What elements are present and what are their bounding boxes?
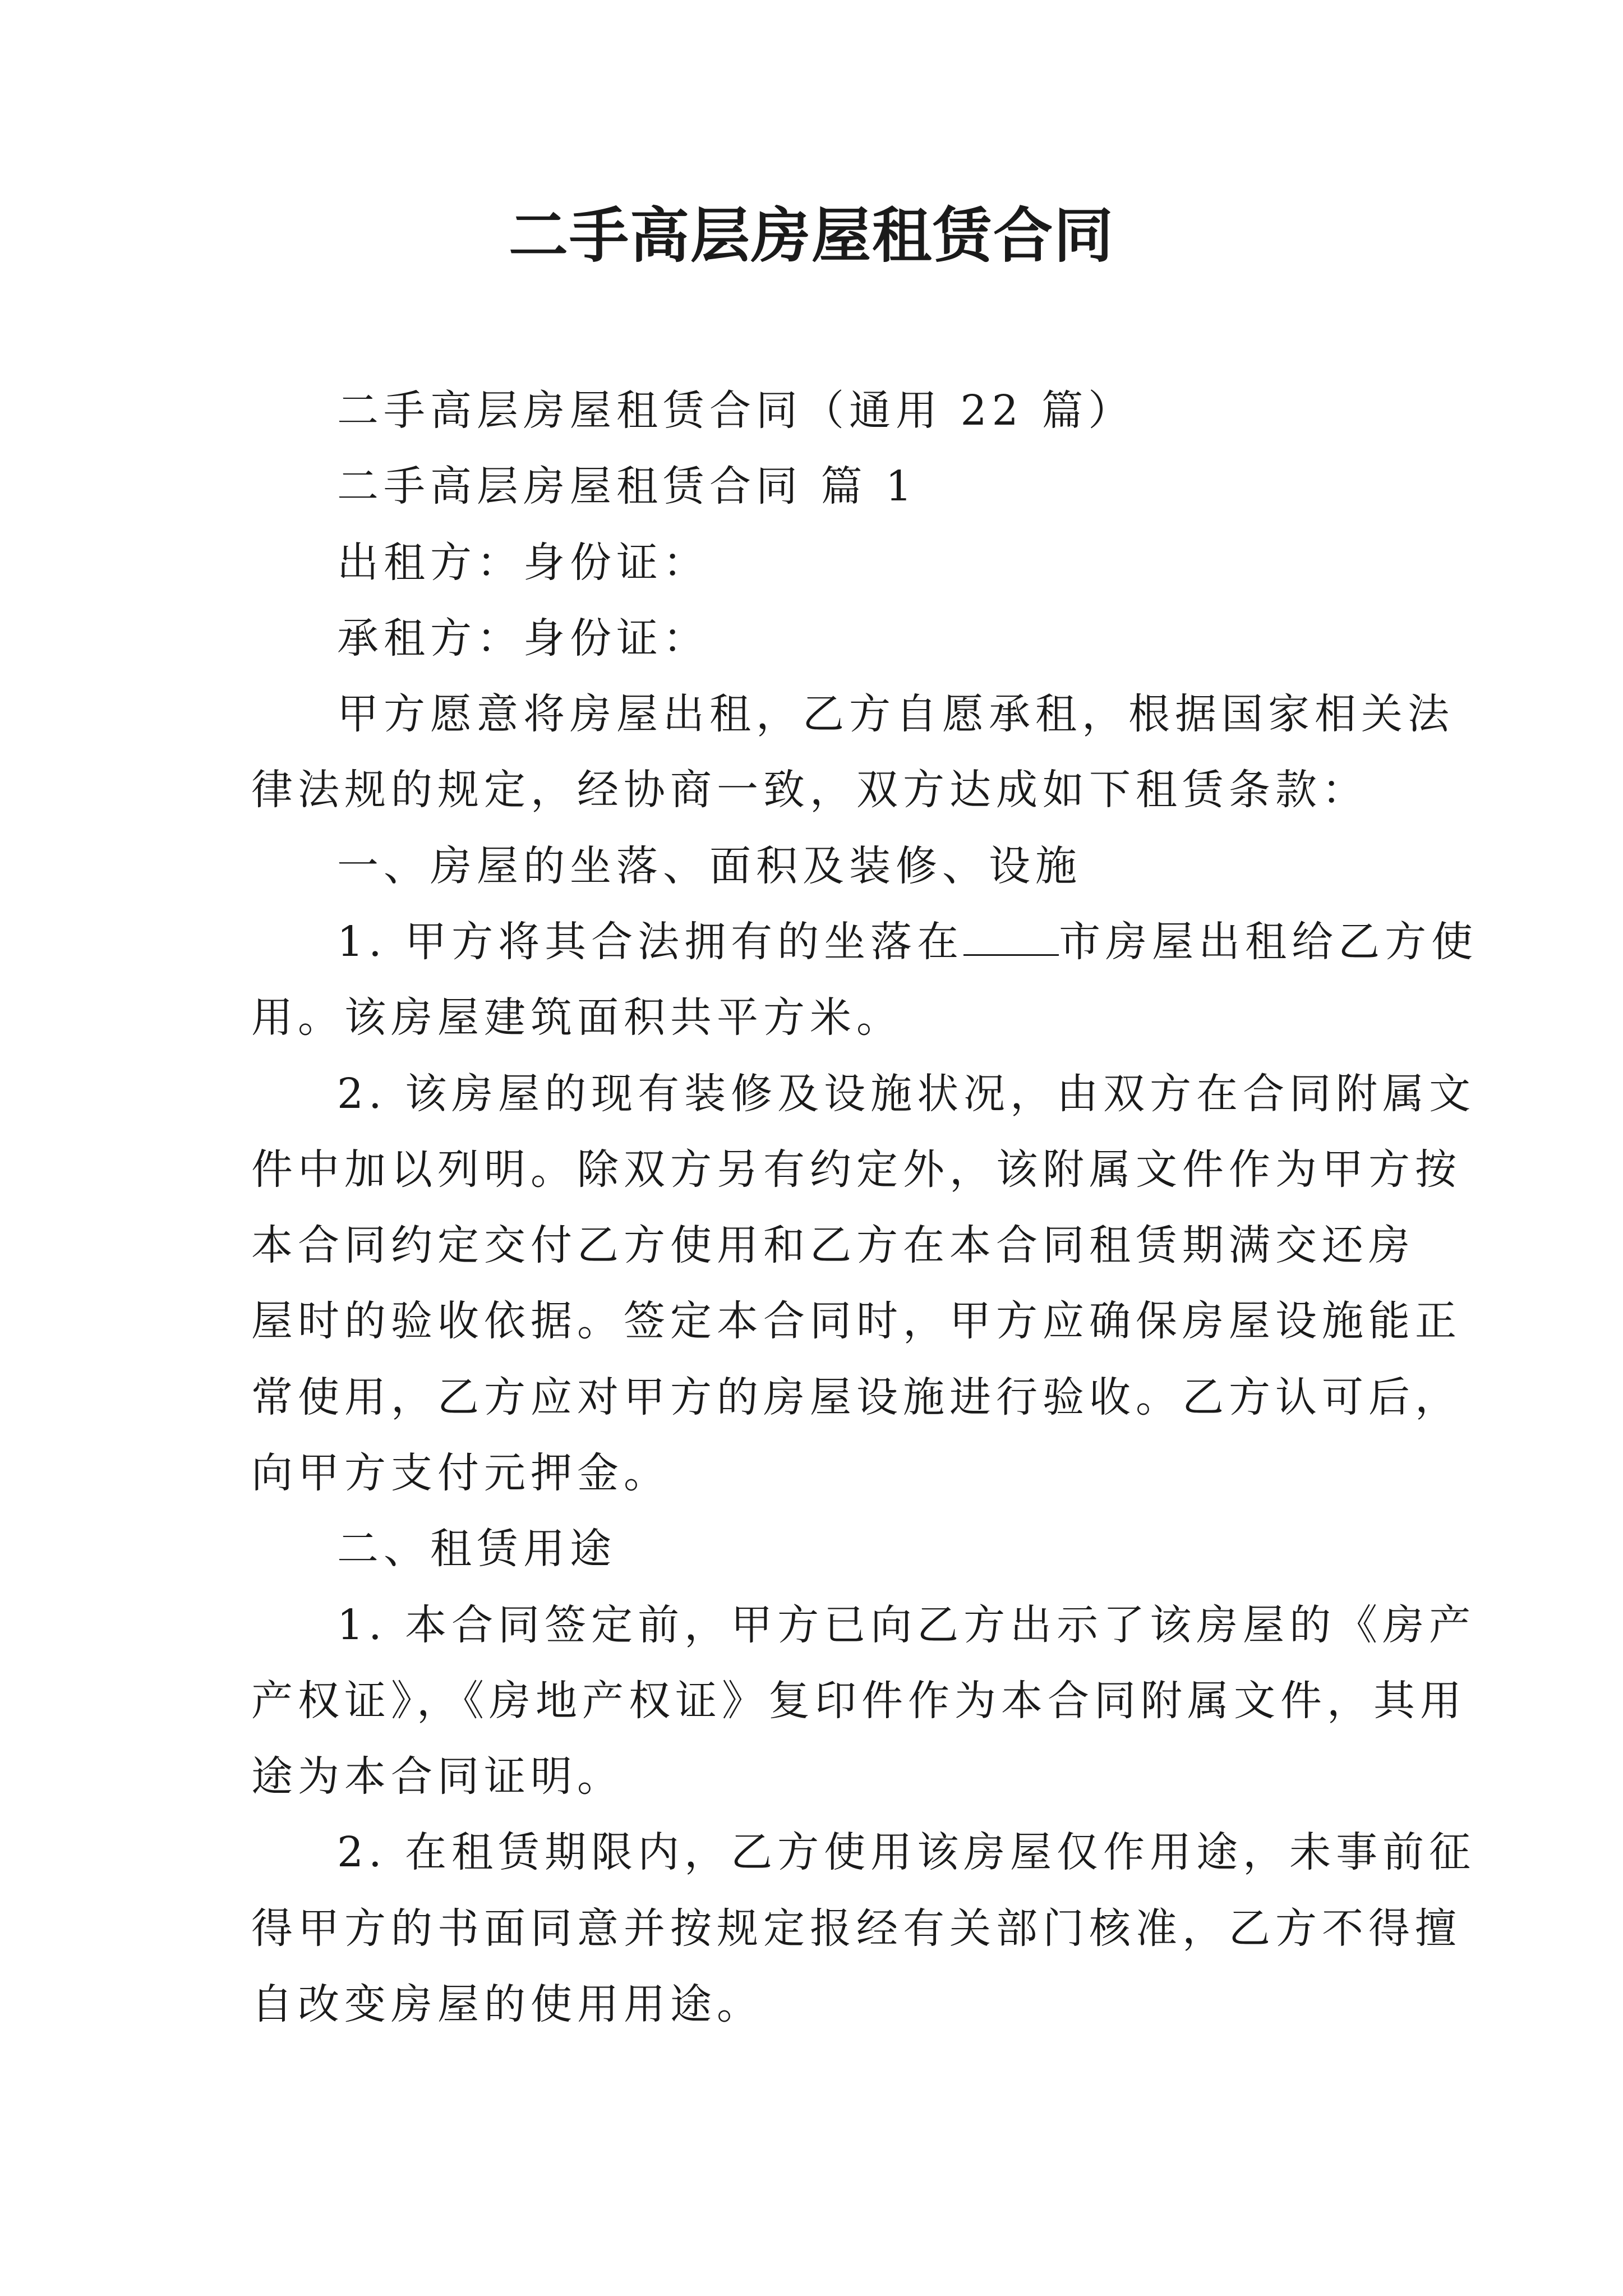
- paragraph-line: 甲方愿意将房屋出租，乙方自愿承租，根据国家相关法: [337, 690, 1454, 738]
- paragraph-text: 1. 甲方将其合法拥有的坐落在: [337, 918, 964, 966]
- paragraph-text: 市房屋出租给乙方使: [1059, 918, 1478, 966]
- paragraph-line: 得甲方的书面同意并按规定报经有关部门核准，乙方不得擅: [251, 1904, 1461, 1953]
- paragraph-line: 件中加以列明。除双方另有约定外，该附属文件作为甲方按: [251, 1145, 1461, 1194]
- paragraph-line: 用。该房屋建筑面积共平方米。: [251, 993, 903, 1042]
- section-heading-1: 二手高层房屋租赁合同 篇 1: [337, 462, 917, 510]
- clause-heading: 二、租赁用途: [337, 1525, 616, 1573]
- fill-in-blank: [963, 919, 1059, 956]
- paragraph-line: [337, 914, 1478, 970]
- paragraph-line: 屋时的验收依据。签定本合同时，甲方应确保房屋设施能正: [251, 1297, 1461, 1345]
- lessor-line: 出租方：身份证：: [337, 539, 709, 587]
- paragraph-line: 自改变房屋的使用用途。: [251, 1980, 763, 2028]
- paragraph-line: 2. 该房屋的现有装修及设施状况，由双方在合同附属文: [337, 1070, 1476, 1118]
- paragraph-line: 1. 本合同签定前，甲方已向乙方出示了该房屋的《房产: [337, 1601, 1476, 1649]
- paragraph-line: 向甲方支付元押金。: [251, 1449, 670, 1497]
- subtitle-line: 二手高层房屋租赁合同（通用 22 篇）: [337, 386, 1135, 435]
- paragraph-line: 律法规的规定，经协商一致，双方达成如下租赁条款：: [251, 766, 1368, 814]
- clause-heading: 一、房屋的坐落、面积及装修、设施: [337, 842, 1082, 890]
- paragraph-line: 产权证》，《房地产权证》复印件作为本合同附属文件，其用: [251, 1677, 1467, 1725]
- paragraph-line: 2. 在租赁期限内，乙方使用该房屋仅作用途，未事前征: [337, 1828, 1476, 1876]
- document-title: 二手高层房屋租赁合同: [509, 200, 1114, 270]
- paragraph-line: 本合同约定交付乙方使用和乙方在本合同租赁期满交还房: [251, 1221, 1415, 1269]
- paragraph-line: 途为本合同证明。: [251, 1752, 624, 1801]
- paragraph-line: 常使用，乙方应对甲方的房屋设施进行验收。乙方认可后，: [251, 1373, 1461, 1421]
- lessee-line: 承租方：身份证：: [337, 614, 709, 662]
